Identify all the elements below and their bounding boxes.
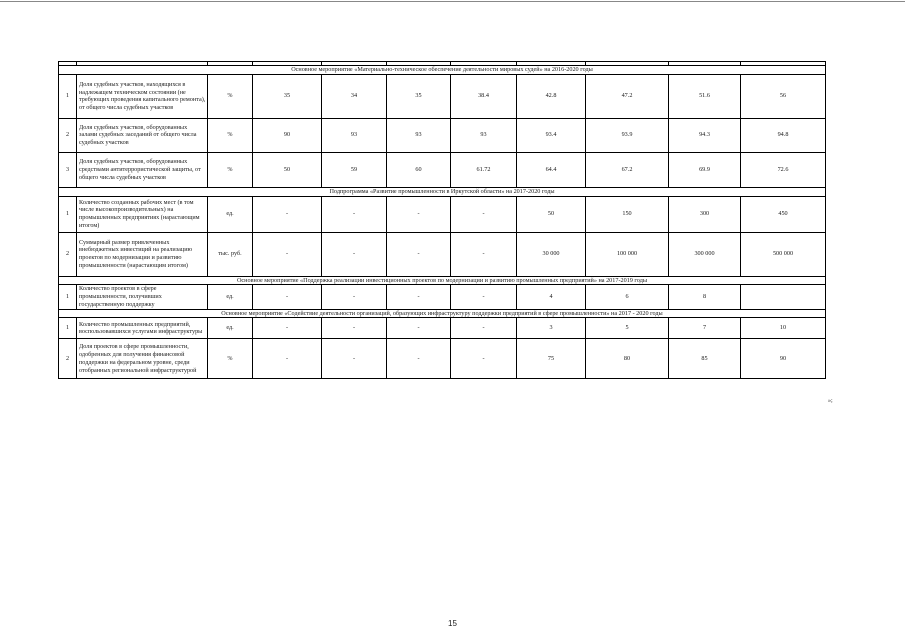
value-cell: 7 (669, 318, 741, 339)
value-cell: - (451, 285, 517, 309)
indicator-row (59, 232, 826, 276)
value-cell: - (322, 339, 387, 379)
page-number: 15 (448, 619, 457, 628)
value-cell: 85 (669, 339, 741, 379)
value-cell: 90 (253, 118, 322, 152)
value-cell: - (253, 285, 322, 309)
row-number: 3 (59, 152, 77, 187)
value-cell: 94.8 (741, 118, 826, 152)
value-cell: 5 (586, 318, 669, 339)
value-cell: 300 (669, 196, 741, 232)
value-cell: 93 (451, 118, 517, 152)
value-cell: - (387, 285, 451, 309)
value-cell: 93 (387, 118, 451, 152)
unit-cell: тыс. руб. (208, 232, 253, 276)
value-cell: 50 (253, 152, 322, 187)
row-number: 1 (59, 285, 77, 309)
value-cell: 6 (586, 285, 669, 309)
row-number: 1 (59, 196, 77, 232)
value-cell: 42.8 (517, 74, 586, 118)
value-cell: - (451, 318, 517, 339)
value-cell: 93.4 (517, 118, 586, 152)
value-cell: 500 000 (741, 232, 826, 276)
table-body (59, 62, 826, 379)
indicator-name: Суммарный размер привлеченных внебюджетных инвестиций на реализацию проектов по модернизации и развитию промышленности (нарастающим итогом) (77, 232, 208, 276)
value-cell: 75 (517, 339, 586, 379)
value-cell: - (322, 285, 387, 309)
row-number: 2 (59, 339, 77, 379)
unit-cell: ед. (208, 285, 253, 309)
value-cell: - (387, 318, 451, 339)
row-number: 2 (59, 232, 77, 276)
unit-cell: % (208, 74, 253, 118)
indicator-row (59, 196, 826, 232)
value-cell: 450 (741, 196, 826, 232)
indicator-name: Доля судебных участков, оборудованных средствами антитеррористической защиты, от общего числа судебных участков (77, 152, 208, 187)
indicator-row (59, 285, 826, 309)
indicator-name: Доля проектов в сфере промышленности, одобренных для получения финансовой поддержки на федеральном уровне, среди отобранных региональной инфраструктурой (77, 339, 208, 379)
section-heading-row (59, 66, 826, 75)
value-cell: - (387, 232, 451, 276)
indicator-row (59, 339, 826, 379)
value-cell: 30 000 (517, 232, 586, 276)
section-title: Основное мероприятие «Содействие деятельности организаций, образующих инфраструктуру поддержки предприятий в сфере промышленности» на 2017 - 2020 годы (59, 309, 826, 318)
value-cell: - (387, 196, 451, 232)
value-cell: - (322, 232, 387, 276)
value-cell: 51.6 (669, 74, 741, 118)
value-cell: 8 (669, 285, 741, 309)
value-cell: - (451, 339, 517, 379)
value-cell: 69.9 (669, 152, 741, 187)
value-cell: 50 (517, 196, 586, 232)
value-cell: 3 (517, 318, 586, 339)
indicator-row (59, 152, 826, 187)
value-cell: 35 (387, 74, 451, 118)
indicator-name: Количество проектов в сфере промышленности, получивших государственную поддержку (77, 285, 208, 309)
value-cell: 150 (586, 196, 669, 232)
indicator-name: Доля судебных участков, оборудованных залами судебных заседаний от общего числа судебных участков (77, 118, 208, 152)
unit-cell: ед. (208, 196, 253, 232)
value-cell: 93.9 (586, 118, 669, 152)
value-cell: - (322, 196, 387, 232)
indicator-name: Количество промышленных предприятий, воспользовавшихся услугами инфраструктуры (77, 318, 208, 339)
value-cell: 61.72 (451, 152, 517, 187)
value-cell: 300 000 (669, 232, 741, 276)
value-cell: 10 (741, 318, 826, 339)
value-cell: 67.2 (586, 152, 669, 187)
row-number: 1 (59, 74, 77, 118)
indicator-table-container (58, 61, 825, 379)
unit-cell: ед. (208, 318, 253, 339)
unit-cell: % (208, 118, 253, 152)
row-number: 1 (59, 318, 77, 339)
value-cell: 56 (741, 74, 826, 118)
section-heading-row (59, 276, 826, 285)
value-cell: 72.6 (741, 152, 826, 187)
indicator-table (58, 61, 826, 379)
section-title: Подпрограмма «Развитие промышленности в Иркутской области» на 2017-2020 годы (59, 187, 826, 196)
value-cell: - (253, 339, 322, 379)
value-cell: - (253, 318, 322, 339)
section-heading-row (59, 187, 826, 196)
section-title: Основное мероприятие «Поддержка реализации инвестиционных проектов по модернизации и развитию промышленных предприятий» на 2017-2019 годы (59, 276, 826, 285)
value-cell: - (322, 318, 387, 339)
section-title: Основное мероприятие «Материально-техническое обеспечение деятельности мировых судей» на 2016-2020 годы (59, 66, 826, 75)
unit-cell: % (208, 152, 253, 187)
value-cell: 60 (387, 152, 451, 187)
value-cell: 38.4 (451, 74, 517, 118)
row-number: 2 (59, 118, 77, 152)
indicator-name: Количество созданных рабочих мест (в том числе высокопроизводительных) на промышленных предприятиях (нарастающим итогом) (77, 196, 208, 232)
value-cell: 80 (586, 339, 669, 379)
value-cell: 59 (322, 152, 387, 187)
value-cell: 94.3 (669, 118, 741, 152)
value-cell: - (451, 232, 517, 276)
value-cell: - (387, 339, 451, 379)
value-cell: 100 000 (586, 232, 669, 276)
indicator-row (59, 318, 826, 339)
value-cell: 34 (322, 74, 387, 118)
value-cell: - (253, 232, 322, 276)
indicator-row (59, 118, 826, 152)
value-cell: 35 (253, 74, 322, 118)
indicator-name: Доля судебных участков, находящихся в надлежащем техническом состоянии (не требующих проведения капитального ремонта), от общего числа судебных участков (77, 74, 208, 118)
section-heading-row (59, 309, 826, 318)
value-cell: 93 (322, 118, 387, 152)
value-cell: 90 (741, 339, 826, 379)
value-cell: 64.4 (517, 152, 586, 187)
indicator-row (59, 74, 826, 118)
value-cell: 4 (517, 285, 586, 309)
value-cell: 47.2 (586, 74, 669, 118)
value-cell: - (253, 196, 322, 232)
end-quote-mark: »; (828, 398, 833, 404)
top-border-line (0, 1, 905, 2)
value-cell: - (451, 196, 517, 232)
unit-cell: % (208, 339, 253, 379)
value-cell (741, 285, 826, 309)
